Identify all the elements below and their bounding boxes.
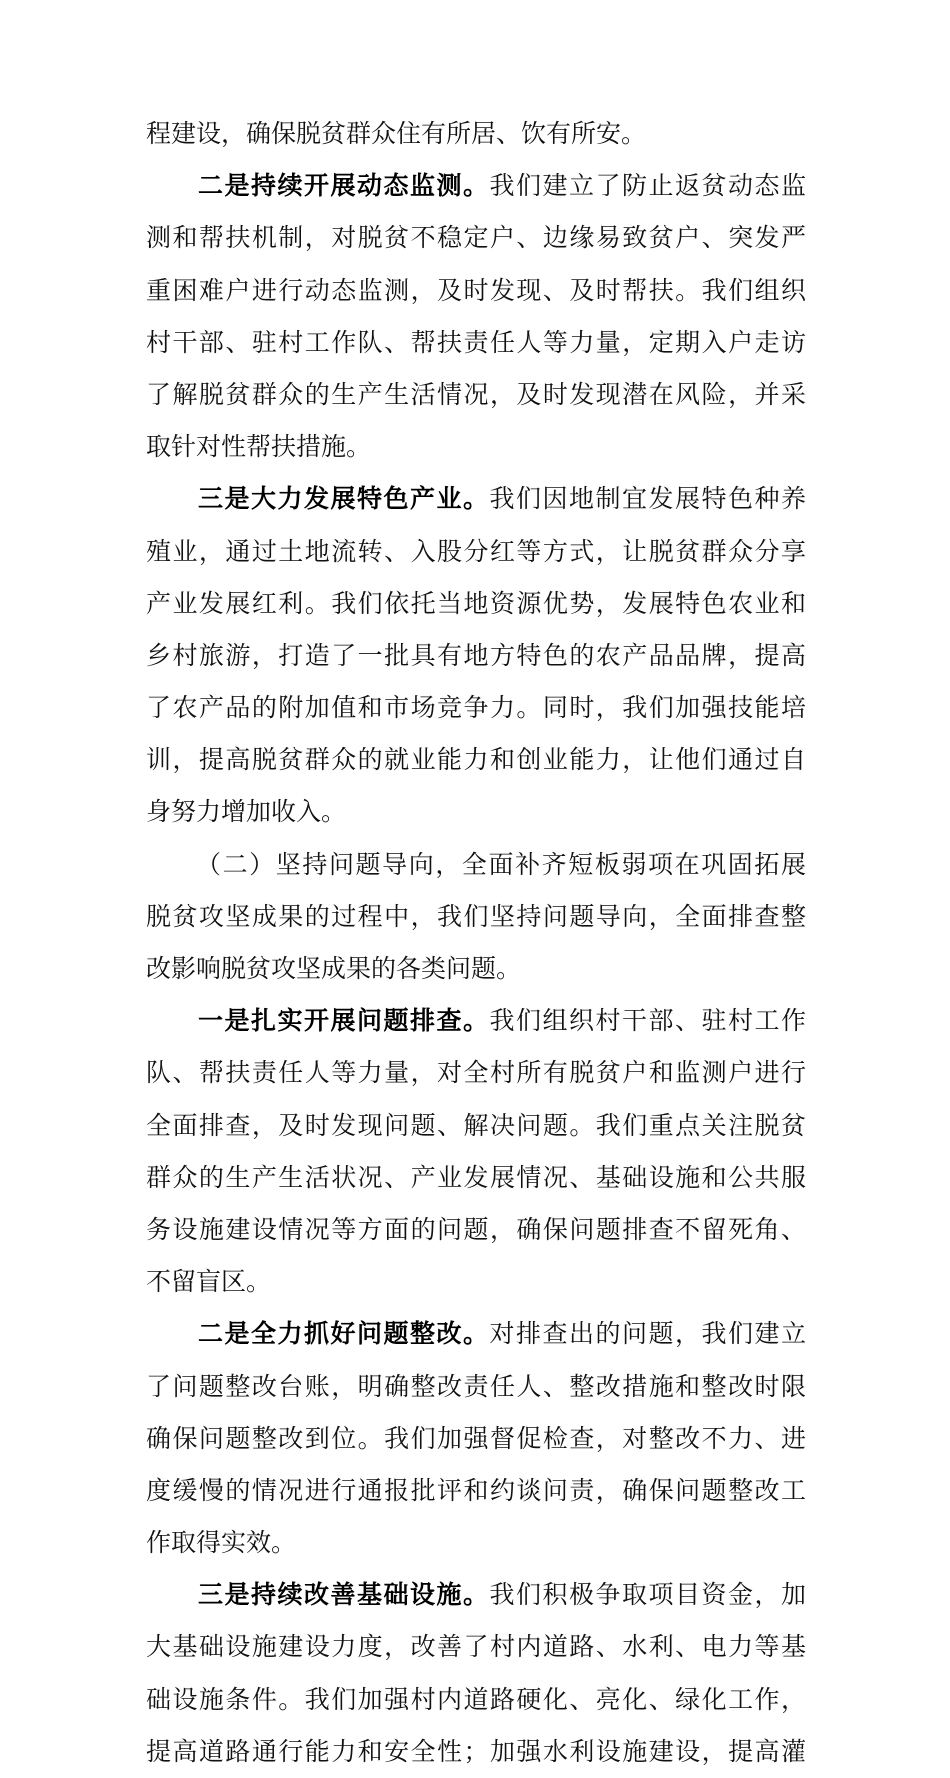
document-body <box>146 108 806 1778</box>
text-line <box>146 943 806 995</box>
line-text: 重困难户进行动态监测，及时发现、及时帮扶。我们组织 <box>146 275 806 305</box>
text-line <box>146 1152 806 1204</box>
bold-lead: 三是持续改善基础设施。 <box>198 1580 490 1610</box>
line-text: 程建设，确保脱贫群众住有所居、饮有所安。 <box>146 119 647 148</box>
bold-lead: 二是持续开展动态监测。 <box>198 171 490 201</box>
line-text: 务设施建设情况等方面的问题，确保问题排查不留死角、 <box>146 1214 806 1244</box>
text-line <box>146 108 806 160</box>
text-line <box>146 265 806 317</box>
text-line <box>146 1726 806 1778</box>
line-text: 我们因地制宜发展特色种养 <box>489 484 806 514</box>
text-line <box>146 630 806 682</box>
line-text: 乡村旅游，打造了一批具有地方特色的农产品品牌，提高 <box>146 640 806 670</box>
line-text: 我们建立了防止返贫动态监 <box>489 171 806 201</box>
text-line <box>146 786 806 838</box>
line-text: 群众的生产生活状况、产业发展情况、基础设施和公共服 <box>146 1162 806 1192</box>
text-line <box>146 369 806 421</box>
text-line <box>146 578 806 630</box>
bold-lead: 二是全力抓好问题整改。 <box>198 1319 490 1349</box>
paragraph-heading-line <box>146 1569 806 1621</box>
text-line <box>146 1621 806 1673</box>
line-text: 村干部、驻村工作队、帮扶责任人等力量，定期入户走访 <box>146 327 806 357</box>
text-line <box>146 891 806 943</box>
paragraph-heading-line <box>146 160 806 212</box>
text-line <box>146 317 806 369</box>
paragraph-heading-line <box>146 1308 806 1360</box>
paragraph-heading-line <box>146 995 806 1047</box>
text-line <box>146 1204 806 1256</box>
line-text: 作取得实效。 <box>146 1528 297 1558</box>
line-text: 全面排查，及时发现问题、解决问题。我们重点关注脱贫 <box>146 1110 806 1140</box>
text-line <box>146 1517 806 1569</box>
line-text: 础设施条件。我们加强村内道路硬化、亮化、绿化工作， <box>146 1684 806 1714</box>
line-text: 训，提高脱贫群众的就业能力和创业能力，让他们通过自 <box>146 745 806 775</box>
text-line <box>146 526 806 578</box>
line-text: 测和帮扶机制，对脱贫不稳定户、边缘易致贫户、突发严 <box>146 223 806 253</box>
text-line <box>146 1047 806 1099</box>
line-text: 产业发展红利。我们依托当地资源优势，发展特色农业和 <box>146 588 806 618</box>
line-text: 了问题整改台账，明确整改责任人、整改措施和整改时限 <box>146 1371 806 1401</box>
line-text: 确保问题整改到位。我们加强督促检查，对整改不力、进 <box>146 1423 806 1453</box>
line-text: 了农产品的附加值和市场竞争力。同时，我们加强技能培 <box>146 693 806 723</box>
line-text: 我们积极争取项目资金，加 <box>489 1580 806 1610</box>
line-text: 身努力增加收入。 <box>146 797 347 827</box>
bold-lead: 三是大力发展特色产业。 <box>198 484 490 514</box>
text-line <box>146 1256 806 1308</box>
bold-lead: 一是扎实开展问题排查。 <box>198 1006 490 1036</box>
line-text: （二）坚持问题导向，全面补齐短板弱项在巩固拓展 <box>196 849 806 879</box>
line-text: 度缓慢的情况进行通报批评和约谈问责，确保问题整改工 <box>146 1475 806 1505</box>
line-text: 队、帮扶责任人等力量，对全村所有脱贫户和监测户进行 <box>146 1058 806 1088</box>
line-text: 我们组织村干部、驻村工作 <box>489 1006 806 1036</box>
text-line <box>146 1413 806 1465</box>
text-line <box>146 734 806 786</box>
line-text: 大基础设施建设力度，改善了村内道路、水利、电力等基 <box>146 1632 806 1662</box>
section-heading-line <box>146 839 806 891</box>
text-line <box>146 212 806 264</box>
line-text: 殖业，通过土地流转、入股分红等方式，让脱贫群众分享 <box>146 536 806 566</box>
line-text: 脱贫攻坚成果的过程中，我们坚持问题导向，全面排查整 <box>146 901 806 931</box>
line-text: 不留盲区。 <box>146 1267 272 1297</box>
text-line <box>146 1465 806 1517</box>
text-line <box>146 1361 806 1413</box>
text-line <box>146 682 806 734</box>
line-text: 提高道路通行能力和安全性；加强水利设施建设，提高灌 <box>146 1736 806 1766</box>
text-line <box>146 421 806 473</box>
text-line <box>146 1674 806 1726</box>
line-text: 取针对性帮扶措施。 <box>146 432 372 462</box>
line-text: 了解脱贫群众的生产生活情况，及时发现潜在风险，并采 <box>146 379 806 409</box>
paragraph-heading-line <box>146 473 806 525</box>
line-text: 对排查出的问题，我们建立 <box>489 1319 806 1349</box>
line-text: 改影响脱贫攻坚成果的各类问题。 <box>146 954 522 983</box>
text-line <box>146 1100 806 1152</box>
